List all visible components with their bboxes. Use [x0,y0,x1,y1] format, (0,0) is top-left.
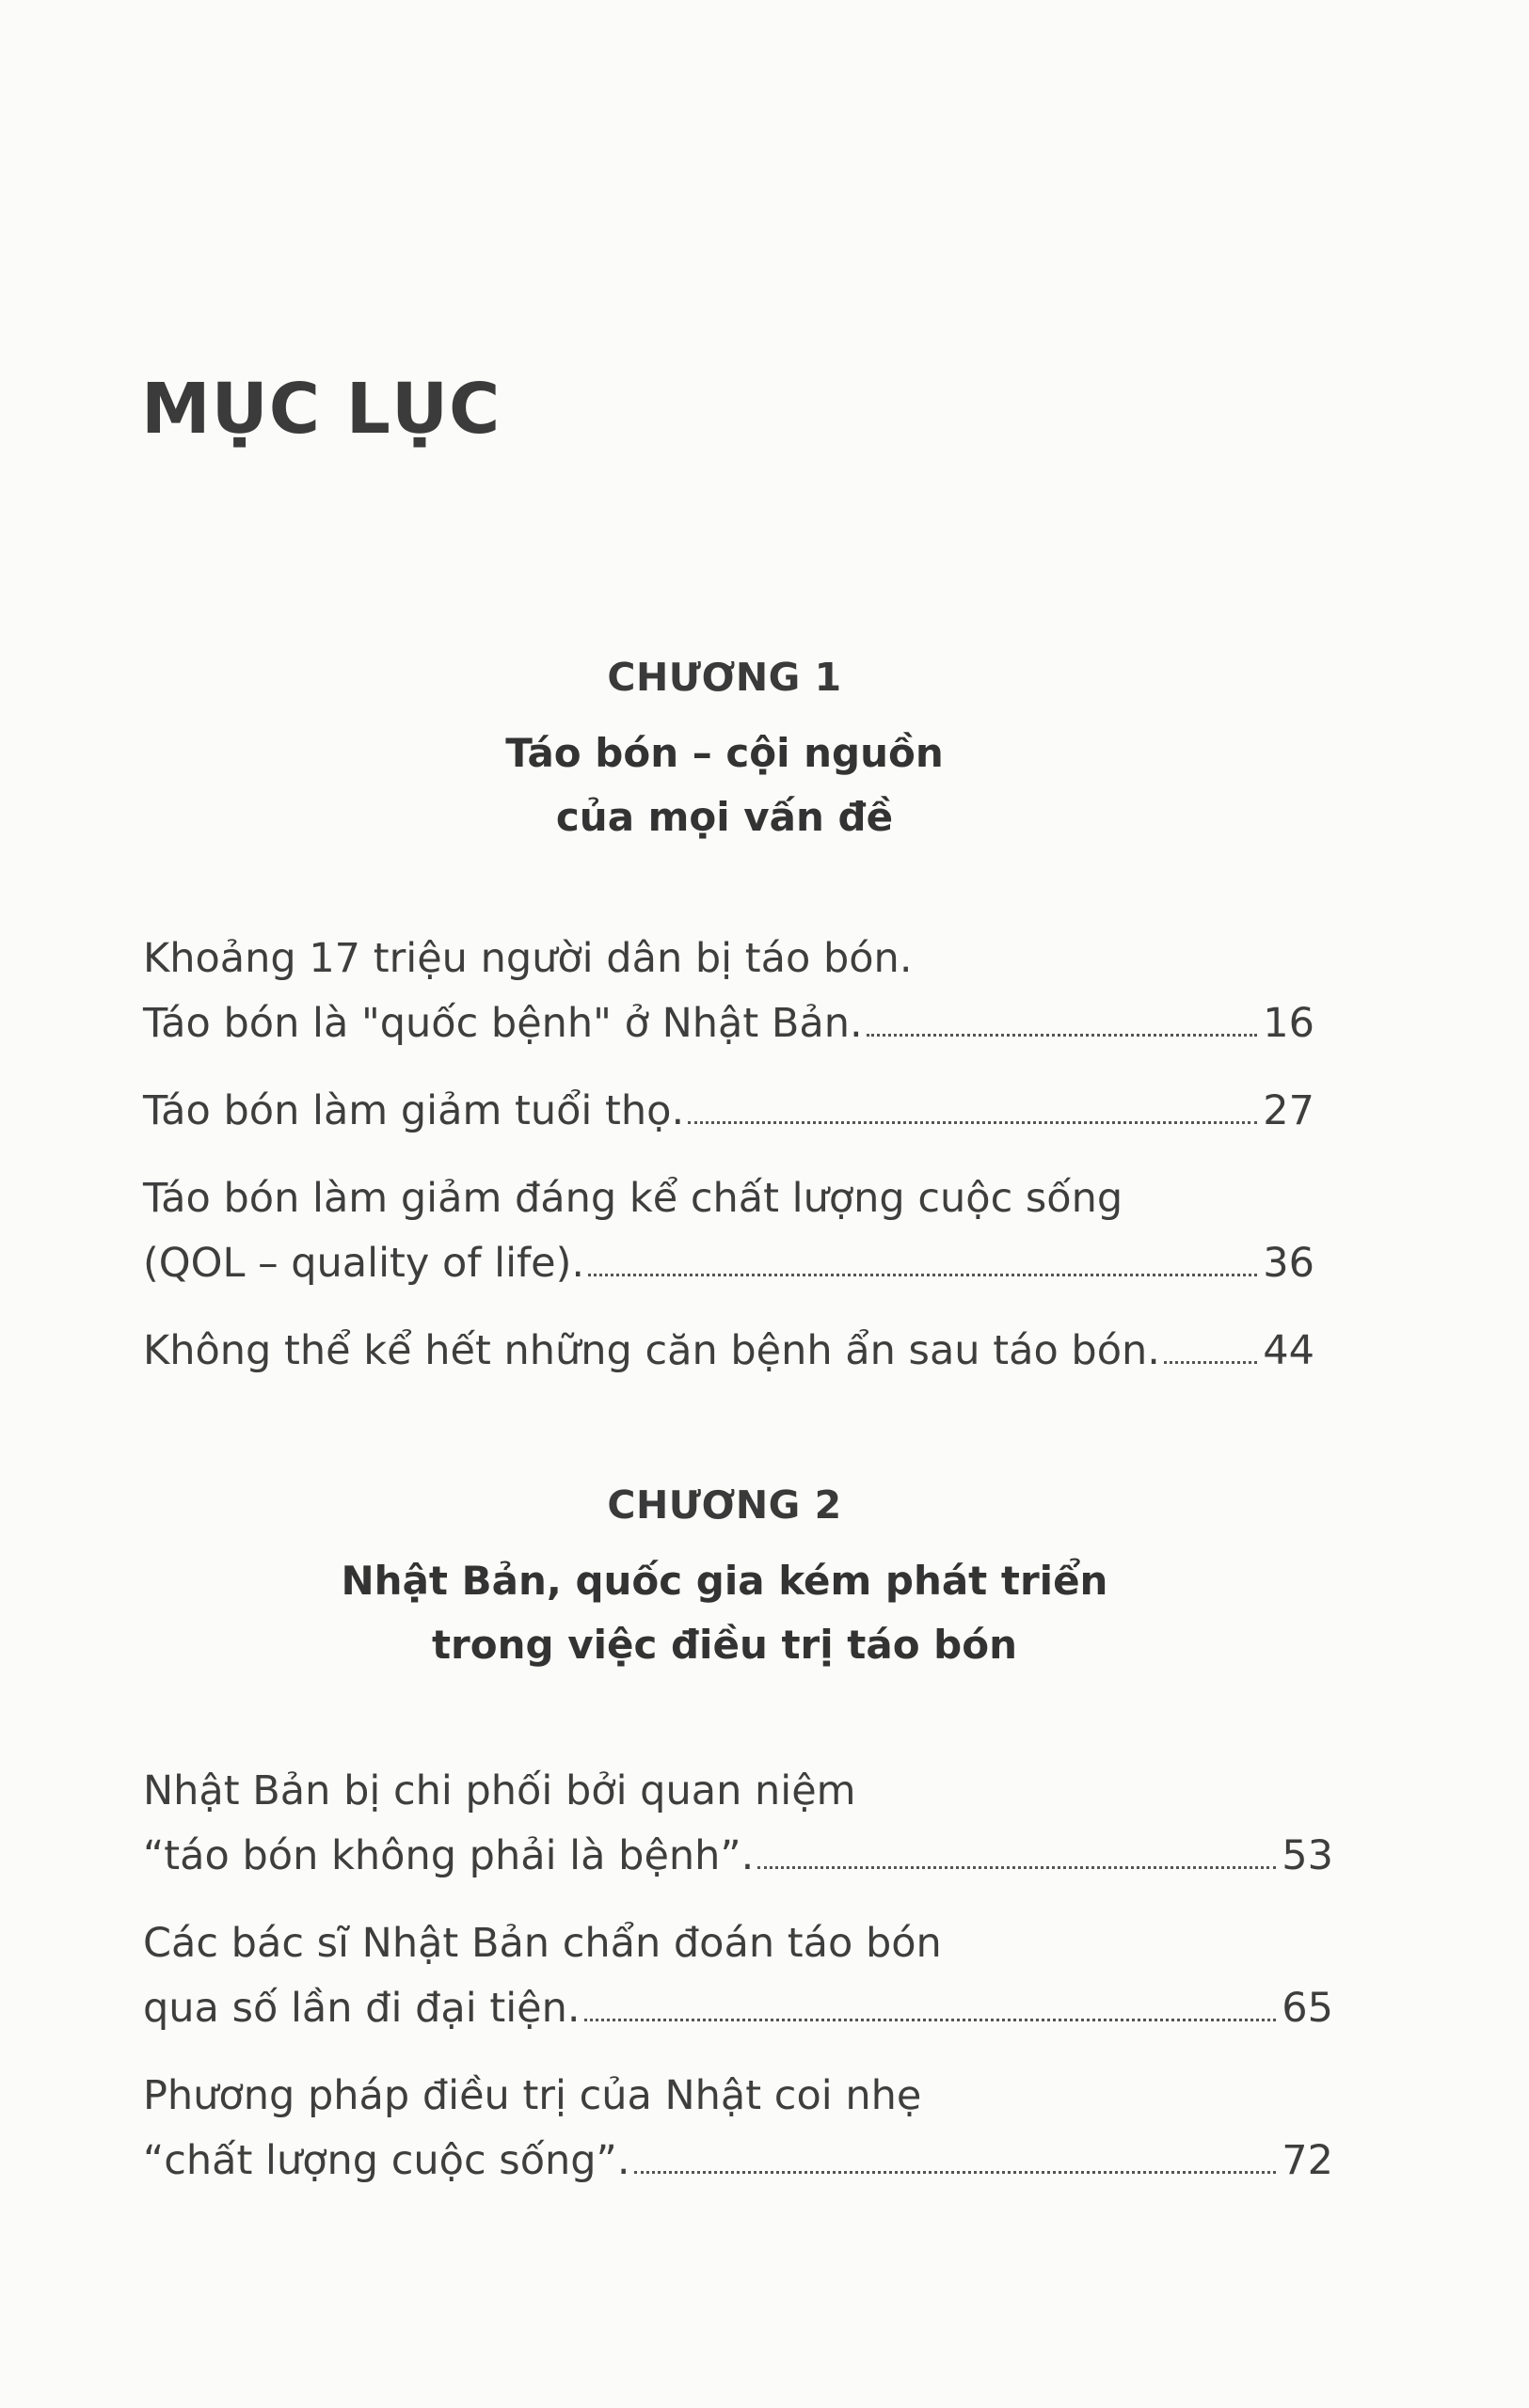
chapter-1-toc-list [143,927,1314,1406]
toc-entry[interactable] [143,1166,1314,1296]
page-title: MỤC LỤC [141,369,502,450]
toc-page-number: 27 [1263,1087,1314,1134]
toc-entry[interactable] [143,1911,1333,2041]
toc-entry-text: Phương pháp điều trị của Nhật coi nhẹ [143,2072,922,2119]
chapter-1-label: CHƯƠNG 1 [607,655,842,700]
toc-page-number: 53 [1282,1832,1333,1879]
toc-entry[interactable] [143,927,1314,1056]
toc-page-number: 16 [1263,1000,1314,1047]
chapter-2-title-line: Nhật Bản, quốc gia kém phát triển [341,1558,1108,1604]
dot-leader [688,1121,1257,1124]
toc-entry-text: Các bác sĩ Nhật Bản chẩn đoán táo bón [143,1920,942,1967]
dot-leader [867,1034,1258,1037]
toc-entry-text: Nhật Bản bị chi phối bởi quan niệm [143,1767,856,1814]
toc-page-number: 36 [1263,1240,1314,1287]
dot-leader [588,1274,1257,1276]
toc-entry-text: “táo bón không phải là bệnh”. [143,1832,755,1879]
toc-entry[interactable] [143,1319,1314,1384]
toc-page-number: 65 [1282,1985,1333,2032]
toc-entry-text: (QOL – quality of life). [143,1240,585,1287]
toc-page-number: 72 [1282,2137,1333,2184]
dot-leader [584,2019,1277,2021]
toc-entry-text: Táo bón là "quốc bệnh" ở Nhật Bản. [143,1000,863,1047]
toc-entry[interactable] [143,1079,1314,1144]
chapter-1-title-line: của mọi vấn đề [555,794,894,840]
chapter-2-toc-list [143,1759,1333,2216]
chapter-2-label: CHƯƠNG 2 [607,1482,842,1528]
toc-entry-text: “chất lượng cuộc sống”. [143,2137,630,2184]
dot-leader [634,2171,1277,2174]
chapter-2-title [0,1549,1449,1677]
toc-entry-text: Không thể kể hết những căn bệnh ẩn sau táo bón. [143,1327,1160,1374]
toc-entry-text: qua số lần đi đại tiện. [143,1985,581,2032]
toc-entry-text: Khoảng 17 triệu người dân bị táo bón. [143,935,913,982]
dot-leader [1164,1361,1257,1364]
dot-leader [757,1866,1276,1869]
toc-entry[interactable] [143,1759,1333,1889]
chapter-1-title [0,721,1449,849]
toc-page-number: 44 [1263,1327,1314,1374]
chapter-1-title-line: Táo bón – cội nguồn [505,730,944,776]
toc-entry-text: Táo bón làm giảm đáng kể chất lượng cuộc sống [143,1175,1123,1222]
chapter-2-title-line: trong việc điều trị táo bón [431,1622,1017,1668]
toc-entry-text: Táo bón làm giảm tuổi thọ. [143,1087,685,1134]
chapter-2-header [0,1482,1449,1677]
chapter-1-header [0,655,1449,849]
toc-entry[interactable] [143,2064,1333,2194]
